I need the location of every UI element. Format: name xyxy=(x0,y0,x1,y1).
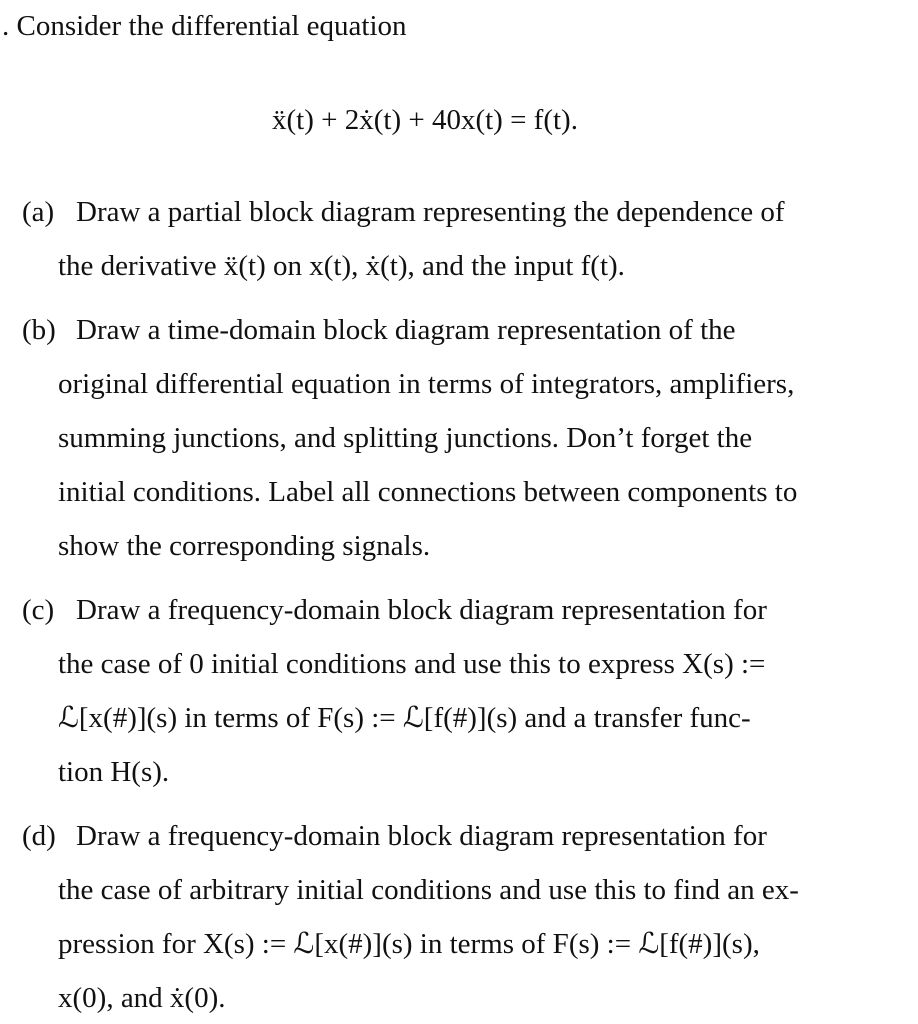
part-c-line-3: ℒ[x(#)](s) in terms of F(s) := ℒ[f(#)](s) and a transfer func- xyxy=(58,702,751,734)
part-c-line-4: tion H(s). xyxy=(58,756,170,788)
part-c-line-2: the case of 0 initial conditions and use this to express X(s) := xyxy=(58,648,766,680)
part-b-line-2: original differential equation in terms of integrators, amplifiers, xyxy=(58,368,795,400)
part-b-line-5: show the corresponding signals. xyxy=(58,530,431,562)
part-a-label: (a) xyxy=(22,196,55,228)
part-c-line-1 xyxy=(22,596,767,625)
differential-equation: ẍ(t) + 2ẋ(t) + 40x(t) = f(t). xyxy=(272,104,578,136)
part-b-line-4: initial conditions. Label all connections between components to xyxy=(58,476,798,508)
problem-intro: . Consider the differential equation xyxy=(2,10,407,42)
part-b-text-1: Draw a time-domain block diagram representation of the xyxy=(76,314,736,346)
part-d-line-1 xyxy=(22,822,767,851)
part-b-label: (b) xyxy=(22,314,56,346)
part-d-line-3: pression for X(s) := ℒ[x(#)](s) in terms of F(s) := ℒ[f(#)](s), xyxy=(58,928,760,960)
part-d-text-1: Draw a frequency-domain block diagram representation for xyxy=(76,820,767,852)
part-b-line-1 xyxy=(22,316,736,345)
part-a-text-1: Draw a partial block diagram representing the dependence of xyxy=(76,196,785,228)
part-d-line-4: x(0), and ẋ(0). xyxy=(58,982,226,1014)
part-a-line-1 xyxy=(22,198,785,227)
part-c-text-1: Draw a frequency-domain block diagram representation for xyxy=(76,594,767,626)
part-d-label: (d) xyxy=(22,820,56,852)
part-b-line-3: summing junctions, and splitting junctions. Don’t forget the xyxy=(58,422,753,454)
part-c-label: (c) xyxy=(22,594,55,626)
part-d-line-2: the case of arbitrary initial conditions and use this to find an ex- xyxy=(58,874,799,906)
part-a-line-2: the derivative ẍ(t) on x(t), ẋ(t), and the input f(t). xyxy=(58,250,625,282)
